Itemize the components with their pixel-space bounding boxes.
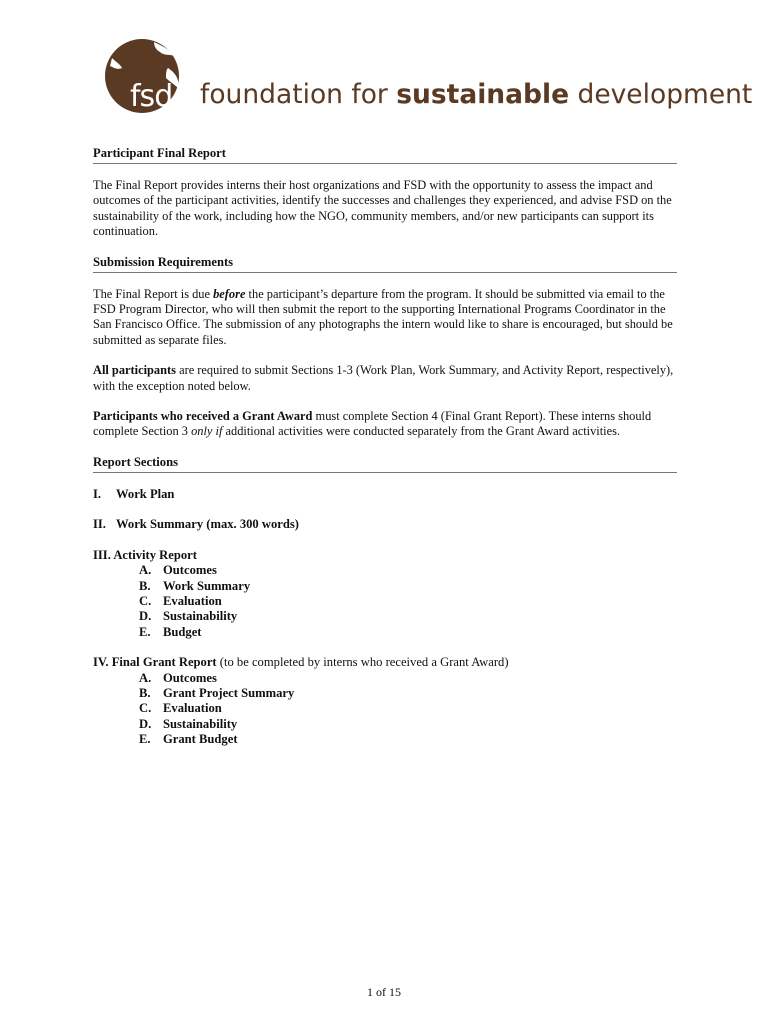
list-item: D. Sustainability: [139, 609, 238, 624]
list-item: A. Outcomes: [139, 670, 217, 685]
list-item: B. Grant Project Summary: [139, 685, 295, 700]
report-sections-list: [93, 487, 677, 748]
list-item: E. Budget: [139, 624, 202, 639]
section-i-work-plan: I. Work Plan: [93, 486, 175, 501]
final-report-paragraph: The Final Report provides interns their host organizations and FSD with the opportunity to assess the impact and outcomes of the participant activities, identify the successes and challenges they experienced, and advise FSD on the sustainability of the work, including how the NGO, community members, and/or new participants can support its continuation.: [93, 178, 672, 239]
list-item: B. Work Summary: [139, 578, 251, 593]
page-number: 1 of 15: [367, 985, 401, 999]
logo-organization-name: foundation for sustainable development: [200, 79, 753, 110]
submission-paragraph-3: Participants who received a Grant Award must complete Section 4 (Final Grant Report). These interns should complete Section 3 only if additional activities were conducted separately from the Grant Award activities.: [93, 409, 652, 439]
section-heading-submission: Submission Requirements: [93, 255, 677, 273]
list-item: C. Evaluation: [139, 701, 222, 716]
section-ii-work-summary: II. Work Summary (max. 300 words): [93, 517, 299, 532]
submission-paragraph-1: The Final Report is due before the participant’s departure from the program. It should be submitted via email to the FSD Program Director, who will then submit the report to the supporting International Programs Coordinator in the San Francisco Office. The submission of any photographs the intern would like to share is encouraged, but should be submitted as separate files.: [93, 286, 673, 347]
section-iii-activity-report: III. Activity Report: [93, 547, 197, 562]
submission-paragraph-2: All participants are required to submit Sections 1-3 (Work Plan, Work Summary, and Activity Report, respectively), with the exception noted below.: [93, 363, 674, 393]
section-heading-report-sections: Report Sections: [93, 455, 677, 473]
list-item: A. Outcomes: [139, 563, 217, 578]
fsd-logo: [104, 38, 753, 118]
section-heading-final-report: Participant Final Report: [93, 146, 677, 164]
section-iv-final-grant-report: IV. Final Grant Report (to be completed by interns who received a Grant Award): [93, 655, 509, 670]
list-item: E. Grant Budget: [139, 732, 238, 747]
list-item: D. Sustainability: [139, 716, 238, 731]
list-item: C. Evaluation: [139, 593, 222, 608]
activity-report-subitems: [93, 563, 677, 640]
logo-abbreviation: fsd: [130, 79, 173, 114]
final-grant-report-subitems: [93, 671, 677, 748]
document-body: [93, 146, 677, 748]
